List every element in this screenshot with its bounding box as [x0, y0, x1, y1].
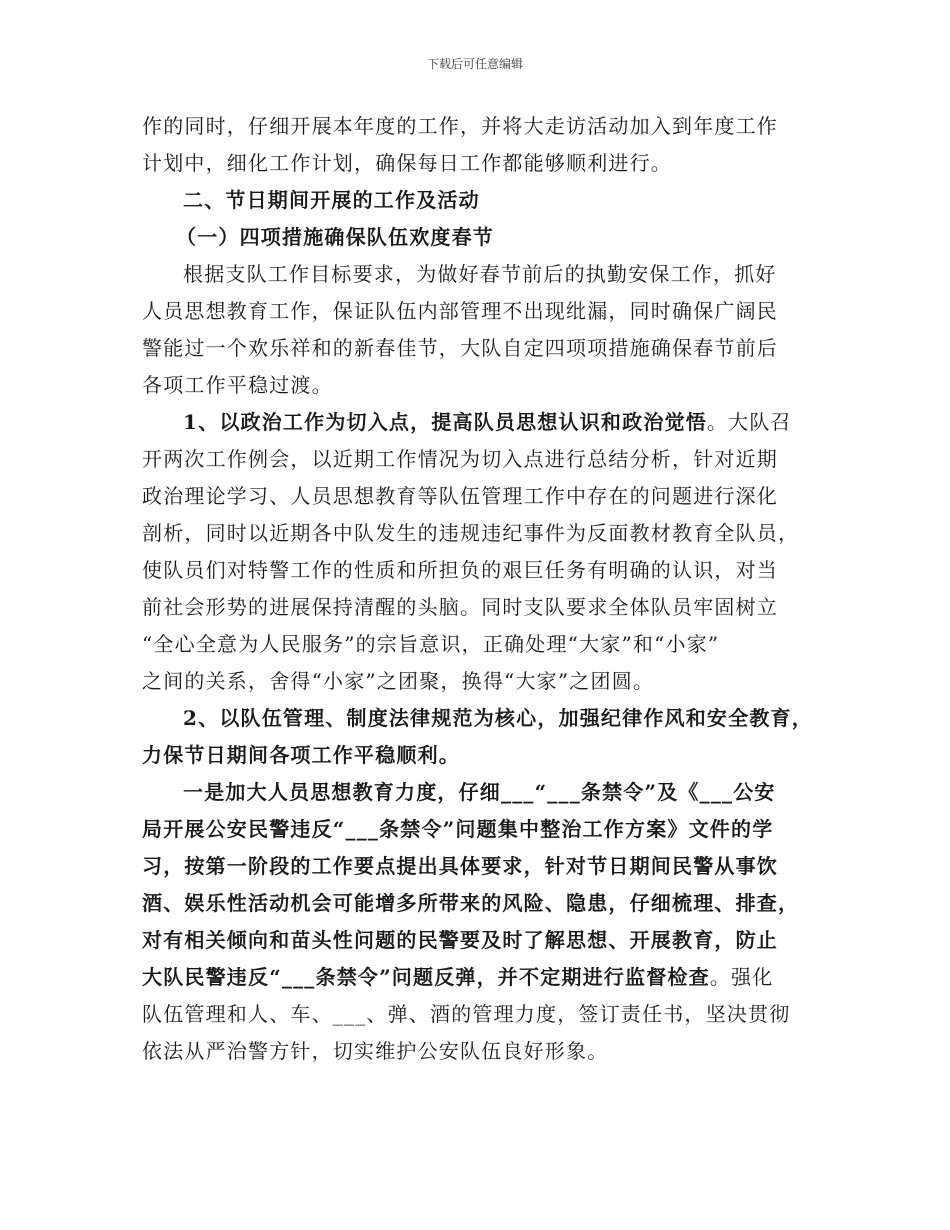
- paragraph-1: [142, 256, 820, 404]
- text-line: 队伍管理和人、车、___、弹、酒的管理力度，签订责任书，坚决贯彻: [142, 1002, 791, 1026]
- text-line: 计划中，细化工作计划，确保每日工作都能够顺利进行。: [142, 151, 672, 175]
- text-line: 政治理论学习、人员思想教育等队伍管理工作中存在的问题进行深化: [142, 484, 778, 508]
- bold-lead: 1、以政治工作为切入点，提高队员思想认识和政治觉悟: [183, 410, 707, 434]
- text-line: 局开展公安民警违反“___条禁令”问题集中整治工作方案》文件的学: [142, 817, 774, 841]
- text-line: 力保节日期间各项工作平稳顺利。: [142, 743, 460, 767]
- text-line: 各项工作平稳过渡。: [142, 373, 333, 397]
- bold-lead: 大队民警违反“___条禁令”问题反弹，并不定期进行监督检查: [142, 965, 710, 989]
- text-line: [142, 959, 820, 996]
- document-body: [142, 108, 820, 1070]
- text-line: 根据支队工作目标要求，为做好春节前后的执勤安保工作，抓好: [183, 262, 777, 286]
- text-line: [142, 404, 820, 441]
- text-line: 一是加大人员思想教育力度，仔细___“___条禁令”及《___公安: [183, 780, 776, 804]
- text-line: 前社会形势的进展保持清醒的头脑。同时支队要求全体队员牢固树立: [142, 595, 778, 619]
- text-line: 2、以队伍管理、制度法律规范为核心，加强纪律作风和安全教育，: [183, 706, 813, 730]
- lead-rest: 。大队召: [706, 410, 792, 434]
- paragraph-2: [142, 404, 820, 700]
- text-line: 使队员们对特警工作的性质和所担负的艰巨任务有明确的认识，对当: [142, 558, 778, 582]
- text-line: 人员思想教育工作，保证队伍内部管理不出现纰漏，同时确保广阔民: [142, 299, 778, 323]
- text-line: 开两次工作例会，以近期工作情况为切入点进行总结分析，针对近期: [142, 447, 778, 471]
- text-line: 作的同时，仔细开展本年度的工作，并将大走访活动加入到年度工作: [142, 114, 778, 138]
- text-line: 剖析，同时以近期各中队发生的违规违纪事件为反面教材教育全队员，: [142, 521, 800, 545]
- intro-paragraph: [142, 108, 820, 182]
- text-line: 对有相关倾向和苗头性问题的民警要及时了解思想、开展教育，防止: [142, 928, 778, 952]
- header-note: 下载后可任意编辑: [426, 57, 523, 71]
- paragraph-4: [142, 774, 820, 1070]
- subsection-heading: （一）四项措施确保队伍欢度春节: [176, 225, 494, 249]
- text-line: 习，按第一阶段的工作要点提出具体要求，针对节日期间民警从事饮: [142, 854, 778, 878]
- text-line: 酒、娱乐性活动机会可能增多所带来的风险、隐患，仔细梳理、排查，: [142, 891, 800, 915]
- text-line: 之间的关系，舍得“小家”之团聚，换得“大家”之团圆。: [142, 669, 655, 693]
- paragraph-3: [142, 700, 820, 774]
- lead-rest: 。强化: [709, 965, 774, 989]
- text-line: 依法从严治警方针，切实维护公安队伍良好形象。: [142, 1039, 609, 1063]
- text-line: 警能过一个欢乐祥和的新春佳节，大队自定四项项措施确保春节前后: [142, 336, 778, 360]
- text-line: “全心全意为人民服务”的宗旨意识，正确处理“大家”和“小家”: [142, 632, 720, 656]
- section-heading: 二、节日期间开展的工作及活动: [183, 188, 480, 212]
